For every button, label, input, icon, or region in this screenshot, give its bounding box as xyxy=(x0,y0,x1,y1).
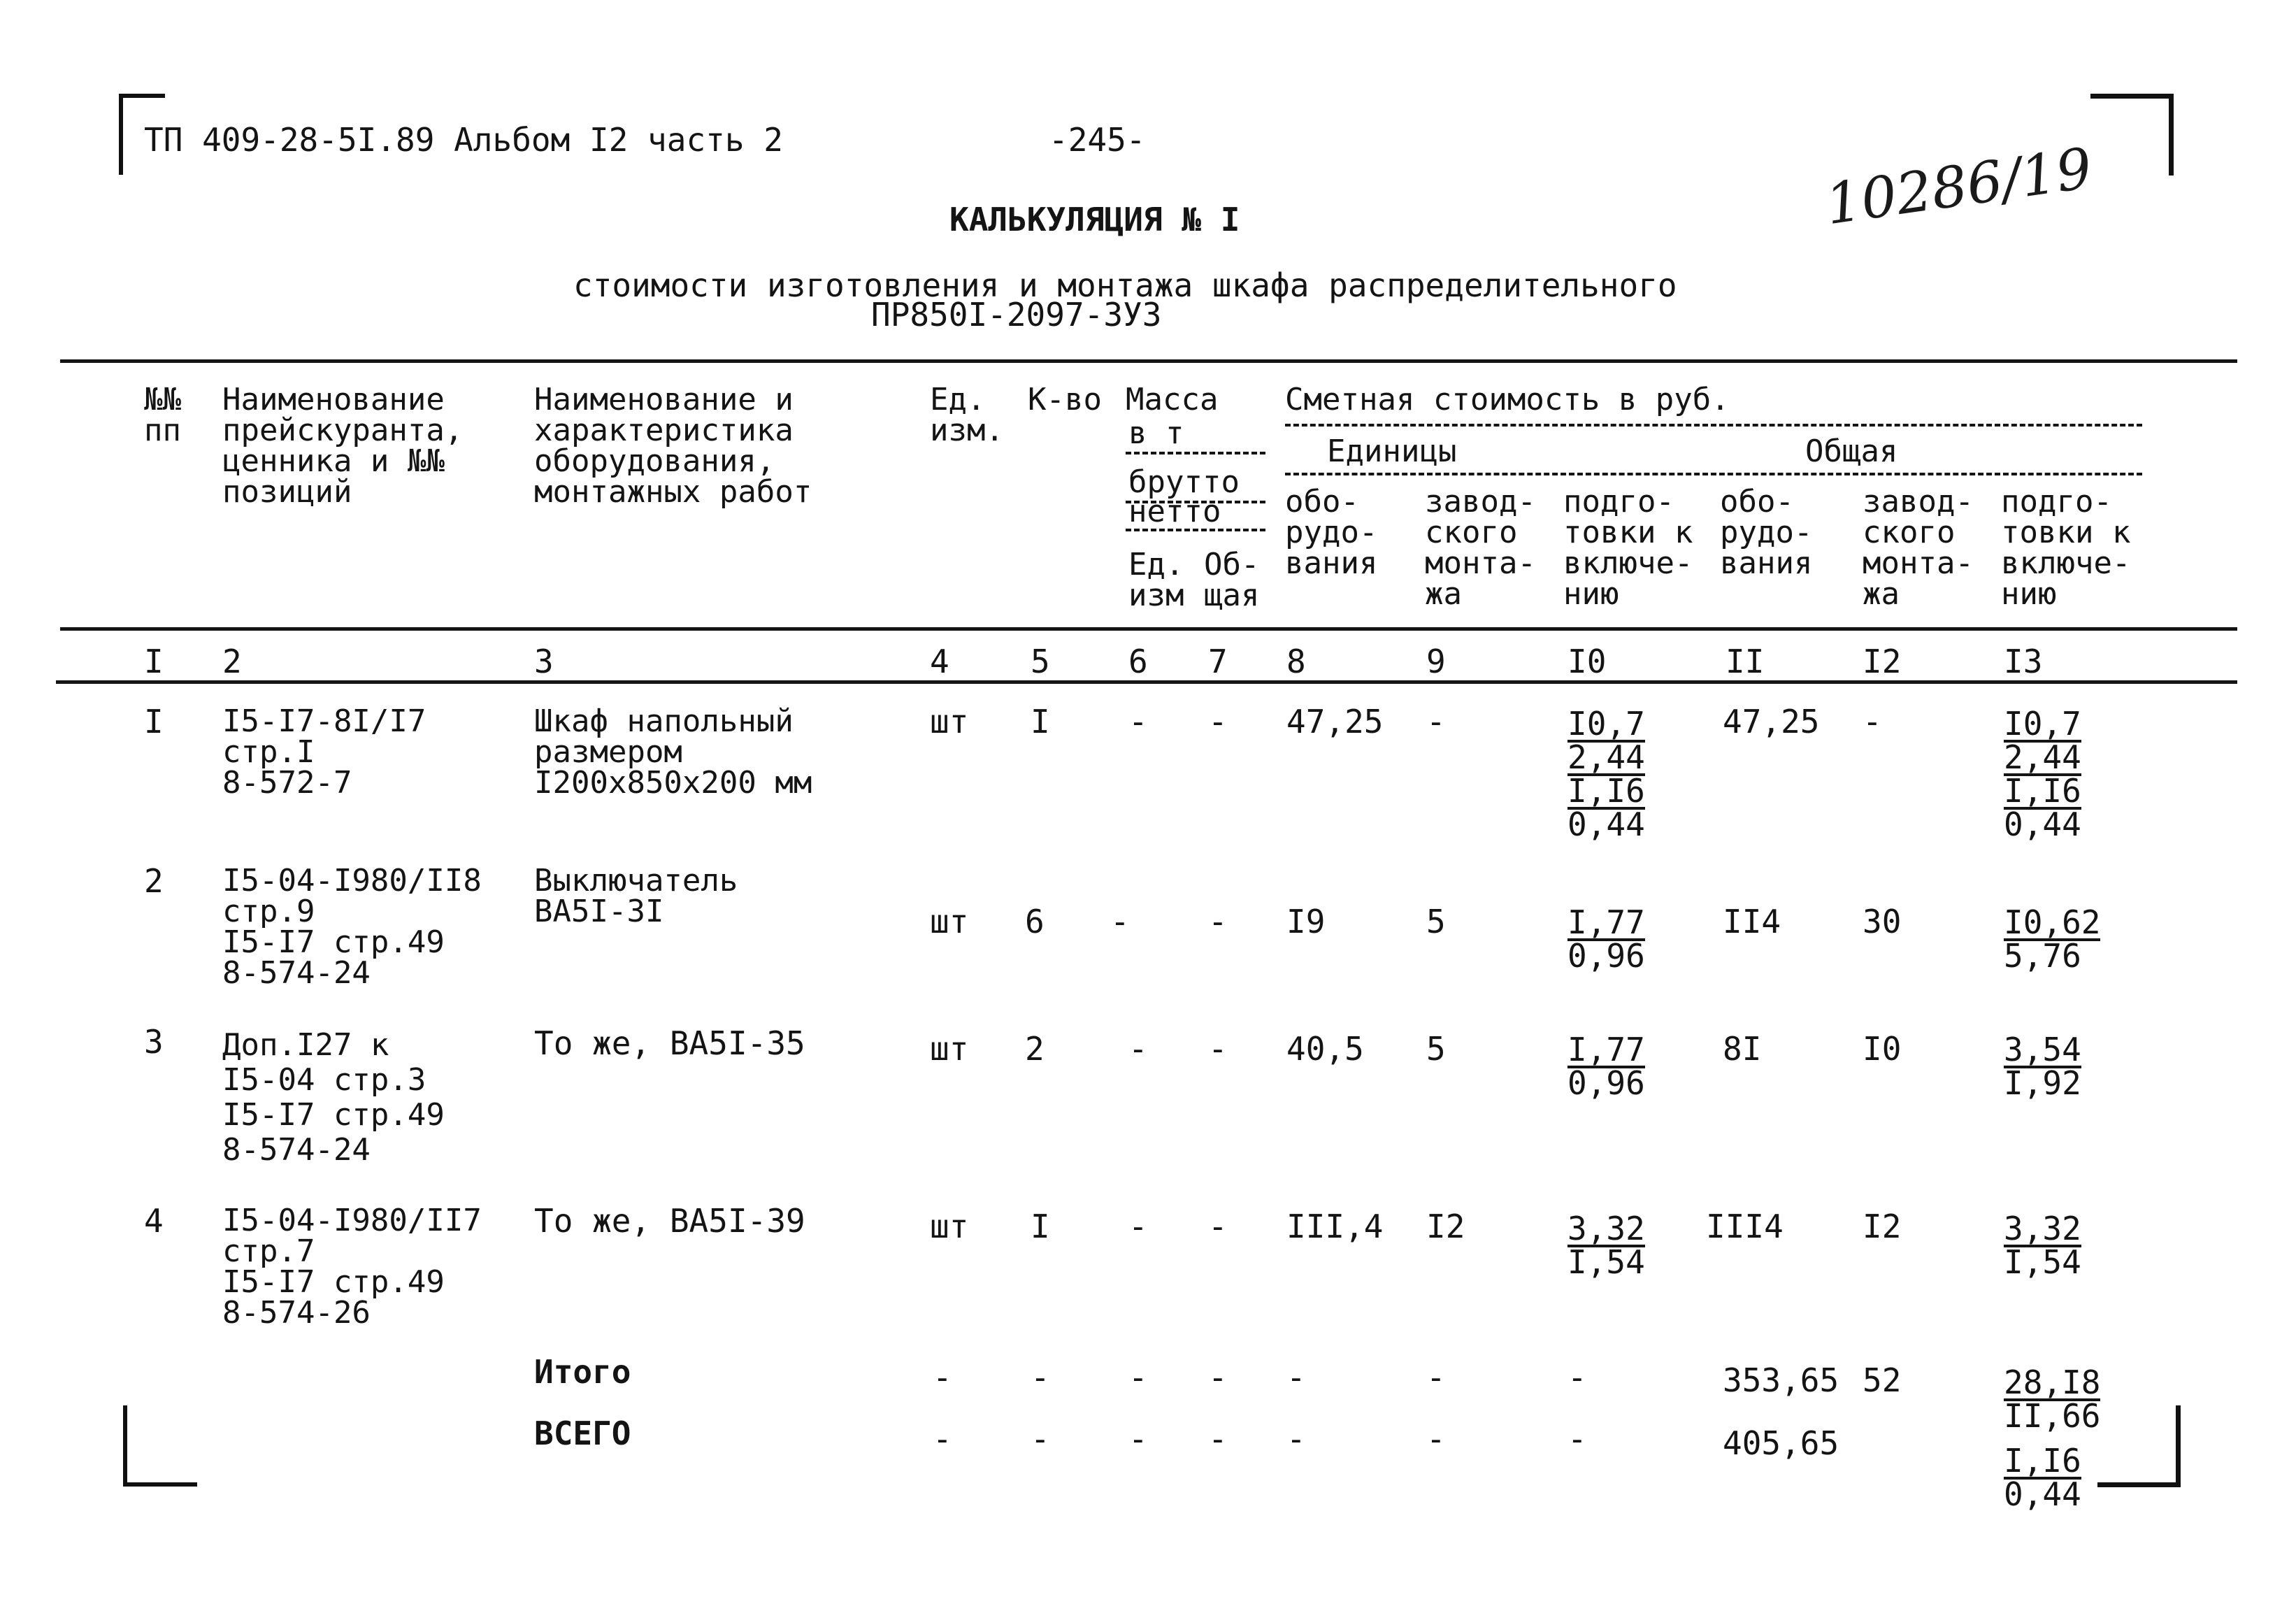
vsego-c13-top: I,I6 xyxy=(2004,1442,2081,1480)
row4-name: То же, ВА5I-39 xyxy=(534,1202,805,1240)
header-mass-brutto: брутто xyxy=(1128,464,1240,500)
header-unit-group: Единицы xyxy=(1327,434,1457,469)
row4-c9: I2 xyxy=(1426,1208,1465,1245)
vsego-dash-col8: - xyxy=(1286,1420,1306,1458)
itogo-dash-col7: - xyxy=(1208,1359,1228,1396)
colnum-5: 5 xyxy=(1031,643,1050,680)
row1-c11: 47,25 xyxy=(1723,703,1820,740)
row1-c13-top: I0,7 xyxy=(2004,705,2081,743)
vsego-c11: 405,65 xyxy=(1723,1424,1839,1462)
header-col7: Об- щая xyxy=(1204,547,1260,613)
row1-c10-top: I0,7 xyxy=(1567,705,1645,743)
row4-c8: III,4 xyxy=(1286,1208,1384,1245)
corner-top-right xyxy=(2090,94,2174,176)
row2-c13-bot: 5,76 xyxy=(2004,937,2081,975)
header-col12: завод- ского монта- жа xyxy=(1863,484,1974,612)
colnum-7: 7 xyxy=(1208,643,1228,680)
row3-number: 3 xyxy=(144,1023,164,1061)
row3-c10 xyxy=(1567,1031,1645,1102)
header-col6: Ед. изм xyxy=(1128,547,1184,613)
mass-unit-rule xyxy=(1126,452,1265,454)
header-col10: подго- товки к включе- нию xyxy=(1563,484,1693,612)
itogo-dash-col8: - xyxy=(1286,1359,1306,1396)
colnum-6: 6 xyxy=(1128,643,1148,680)
row3-qty: 2 xyxy=(1025,1030,1045,1068)
row3-c9: 5 xyxy=(1426,1030,1446,1068)
header-col4: Ед. изм. xyxy=(930,382,1004,448)
itogo-c12: 52 xyxy=(1863,1361,1902,1399)
vsego-label: ВСЕГО xyxy=(534,1415,631,1452)
itogo-label: Итого xyxy=(534,1353,631,1391)
row1-pricelist: I5-I7-8I/I7 стр.I 8-572-7 xyxy=(222,703,426,801)
row4-number: 4 xyxy=(144,1202,164,1240)
row3-c13 xyxy=(2004,1031,2081,1102)
header-col3: Наименование и характеристика оборудования, монтажных работ xyxy=(534,382,812,510)
table-top-rule xyxy=(60,359,2237,363)
itogo-dash-col5: - xyxy=(1031,1359,1050,1396)
colnum-2: 2 xyxy=(222,643,242,680)
colnum-9: 9 xyxy=(1426,643,1446,680)
row3-unit: шт xyxy=(930,1030,969,1068)
itogo-c13-top: 28,I8 xyxy=(2004,1363,2101,1401)
row4-c13 xyxy=(2004,1210,2081,1281)
document-title: КАЛЬКУЛЯЦИЯ № I xyxy=(949,201,1240,238)
colnum-3: 3 xyxy=(534,643,554,680)
row2-c9: 5 xyxy=(1426,903,1446,940)
itogo-dash-col6: - xyxy=(1128,1359,1148,1396)
row4-c13-bot: I,54 xyxy=(2004,1243,2081,1281)
row1-c13-bot: 2,44 xyxy=(2004,738,2081,776)
row1-c13 xyxy=(2004,705,2081,843)
page-number: -245- xyxy=(1049,121,1146,159)
colnum-13: I3 xyxy=(2004,643,2043,680)
header-col9: завод- ского монта- жа xyxy=(1425,484,1536,612)
row2-c10-top: I,77 xyxy=(1567,903,1645,941)
vsego-dash-col4: - xyxy=(933,1420,952,1458)
colnum-4: 4 xyxy=(930,643,949,680)
row3-mass-unit: - xyxy=(1128,1030,1148,1068)
row4-c10-bot: I,54 xyxy=(1567,1243,1645,1281)
row2-c12: 30 xyxy=(1863,903,1902,940)
row3-mass-total: - xyxy=(1208,1030,1228,1068)
vsego-dash-col10: - xyxy=(1567,1420,1587,1458)
row1-c12: - xyxy=(1863,703,1882,740)
colnum-bottom-rule xyxy=(56,680,2237,684)
row2-pricelist: I5-04-I980/II8 стр.9 I5-I7 стр.49 8-574-24 xyxy=(222,863,482,991)
vsego-c13-bot: 0,44 xyxy=(2004,1475,2081,1513)
row4-c10 xyxy=(1567,1210,1645,1281)
row2-mass-total: - xyxy=(1208,903,1228,940)
row1-unit: шт xyxy=(930,703,969,740)
row3-c13-bot: I,92 xyxy=(2004,1064,2081,1102)
row1-c13-top2: I,I6 xyxy=(2004,772,2081,810)
row4-qty: I xyxy=(1031,1208,1050,1245)
row4-mass-unit: - xyxy=(1128,1208,1148,1245)
subtitle-line2: ПР850I-2097-3У3 xyxy=(871,296,1162,334)
row1-mass-unit: - xyxy=(1128,703,1148,740)
row3-pricelist: Доп.I27 к I5-04 стр.3 I5-I7 стр.49 8-574-24 xyxy=(222,1027,445,1168)
colnum-8: 8 xyxy=(1286,643,1306,680)
row2-c13-top: I0,62 xyxy=(2004,903,2101,941)
row2-unit: шт xyxy=(930,903,969,940)
document-reference: ТП 409-28-5I.89 Альбом I2 часть 2 xyxy=(144,121,783,159)
header-col1: №№ пп xyxy=(144,382,181,448)
header-cost-title: Сметная стоимость в руб. xyxy=(1285,382,1730,417)
itogo-c13-bot: II,66 xyxy=(2004,1397,2101,1435)
row1-c10 xyxy=(1567,705,1645,843)
colnum-12: I2 xyxy=(1863,643,1902,680)
row1-c10-top2: I,I6 xyxy=(1567,772,1645,810)
corner-bottom-right xyxy=(2097,1405,2181,1487)
row4-c10-top: 3,32 xyxy=(1567,1210,1645,1247)
row4-c11: III4 xyxy=(1706,1208,1784,1245)
colnum-10: I0 xyxy=(1567,643,1607,680)
row3-c10-bot: 0,96 xyxy=(1567,1064,1645,1102)
cost-title-rule xyxy=(1285,424,2142,427)
header-mass-netto: нетто xyxy=(1128,494,1221,529)
row4-c12: I2 xyxy=(1863,1208,1902,1245)
row3-c10-top: I,77 xyxy=(1567,1031,1645,1068)
row1-name: Шкаф напольный размером I200х850х200 мм xyxy=(534,703,812,801)
colnum-11: II xyxy=(1725,643,1765,680)
row1-qty: I xyxy=(1031,703,1050,740)
row4-c13-top: 3,32 xyxy=(2004,1210,2081,1247)
header-bottom-rule xyxy=(60,627,2237,631)
row2-qty: 6 xyxy=(1025,903,1045,940)
row3-c11: 8I xyxy=(1723,1030,1762,1068)
row2-c11: II4 xyxy=(1723,903,1781,940)
corner-bottom-left xyxy=(123,1405,197,1487)
row2-mass-unit: - xyxy=(1110,903,1130,940)
row1-mass-total: - xyxy=(1208,703,1228,740)
row2-c10 xyxy=(1567,903,1645,975)
row3-name: То же, ВА5I-35 xyxy=(534,1024,805,1062)
itogo-c11: 353,65 xyxy=(1723,1361,1839,1399)
row2-number: 2 xyxy=(144,862,164,900)
vsego-dash-col6: - xyxy=(1128,1420,1148,1458)
row4-mass-total: - xyxy=(1208,1208,1228,1245)
handwritten-number: 10286/19 xyxy=(1821,135,2096,238)
row2-c13 xyxy=(2004,903,2101,975)
row2-name: Выключатель ВА5I-3I xyxy=(534,863,738,929)
row1-c10-bot2: 0,44 xyxy=(1567,806,1645,843)
mass-netto-underrule xyxy=(1126,529,1265,531)
subtitle-line1: стоимости изготовления и монтажа шкафа распределительного xyxy=(573,266,1677,304)
row3-c12: I0 xyxy=(1863,1030,1902,1068)
colnum-1: I xyxy=(144,643,164,680)
header-total-group: Общая xyxy=(1805,434,1898,469)
header-col8: обо- рудо- вания xyxy=(1285,484,1378,581)
header-col13: подго- товки к включе- нию xyxy=(2001,484,2131,612)
row2-c10-bot: 0,96 xyxy=(1567,937,1645,975)
itogo-c13 xyxy=(2004,1363,2101,1435)
row3-c8: 40,5 xyxy=(1286,1030,1364,1068)
row3-c13-top: 3,54 xyxy=(2004,1031,2081,1068)
row1-c13-bot2: 0,44 xyxy=(2004,806,2081,843)
row4-unit: шт xyxy=(930,1208,969,1245)
vsego-dash-col5: - xyxy=(1031,1420,1050,1458)
row1-c10-bot: 2,44 xyxy=(1567,738,1645,776)
itogo-dash-col4: - xyxy=(933,1359,952,1396)
header-mass-unit: в т xyxy=(1128,415,1184,451)
header-col2: Наименование прейскуранта, ценника и №№ позиций xyxy=(222,382,464,510)
row1-c8: 47,25 xyxy=(1286,703,1384,740)
vsego-dash-col9: - xyxy=(1426,1420,1446,1458)
itogo-dash-col10: - xyxy=(1567,1359,1587,1396)
row2-c8: I9 xyxy=(1286,903,1326,940)
header-col11: обо- рудо- вания xyxy=(1720,484,1813,581)
row4-pricelist: I5-04-I980/II7 стр.7 I5-I7 стр.49 8-574-26 xyxy=(222,1203,482,1331)
vsego-dash-col7: - xyxy=(1208,1420,1228,1458)
row1-number: I xyxy=(144,703,164,740)
mass-netto-rule xyxy=(1126,501,1265,503)
group-rule xyxy=(1285,473,2142,475)
header-mass-title: Масса xyxy=(1126,382,1219,417)
row1-c9: - xyxy=(1426,703,1446,740)
header-col5: К-во xyxy=(1028,382,1102,417)
vsego-c13 xyxy=(2004,1442,2081,1513)
itogo-dash-col9: - xyxy=(1426,1359,1446,1396)
